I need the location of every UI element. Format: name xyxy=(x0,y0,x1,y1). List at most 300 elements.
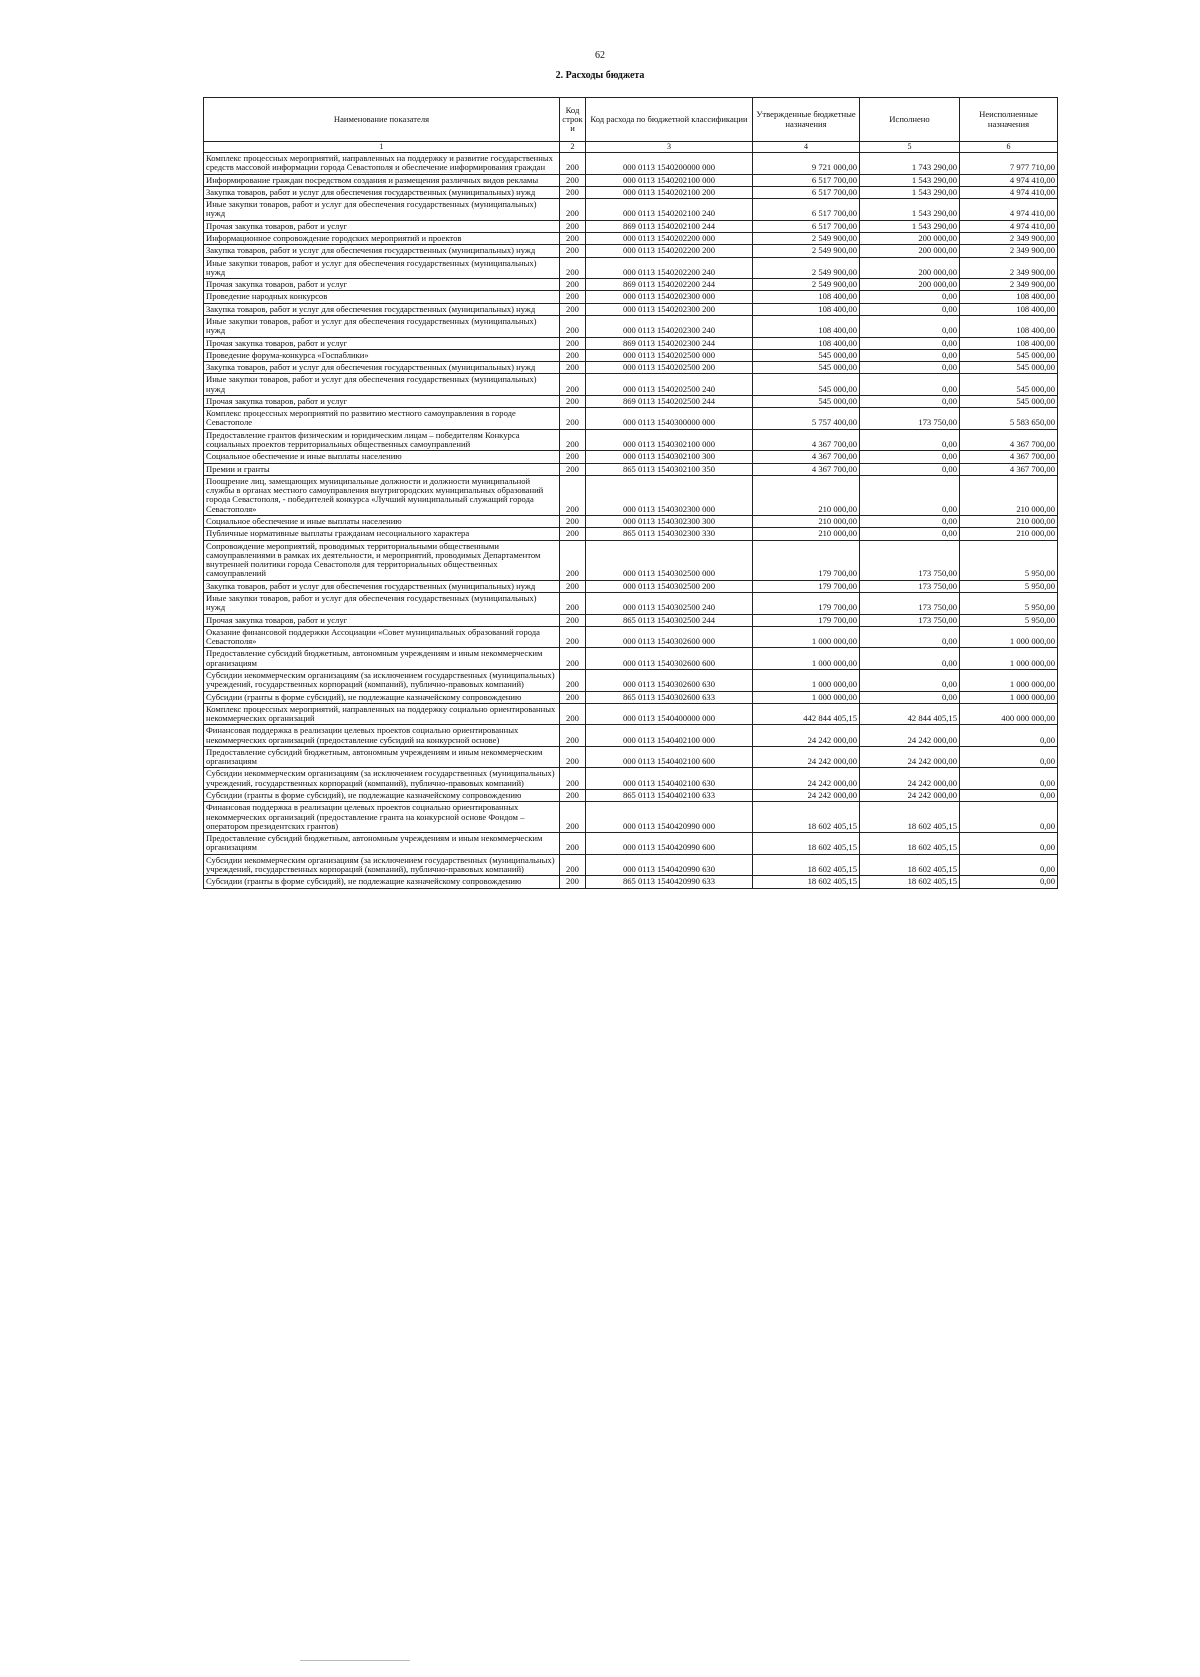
row-unexecuted: 2 349 900,00 xyxy=(960,232,1058,244)
row-code: 200 xyxy=(560,592,586,614)
row-unexecuted: 210 000,00 xyxy=(960,475,1058,515)
row-classification: 000 0113 1540400000 000 xyxy=(586,703,753,725)
table-row xyxy=(204,349,1058,361)
header-code: Код строк и xyxy=(560,98,586,142)
row-executed: 1 543 290,00 xyxy=(860,186,960,198)
row-executed: 1 543 290,00 xyxy=(860,174,960,186)
row-executed: 24 242 000,00 xyxy=(860,768,960,790)
row-executed: 18 602 405,15 xyxy=(860,833,960,855)
row-code: 200 xyxy=(560,245,586,257)
row-approved: 210 000,00 xyxy=(753,516,860,528)
table-row xyxy=(204,703,1058,725)
row-unexecuted: 0,00 xyxy=(960,854,1058,876)
row-approved: 1 000 000,00 xyxy=(753,626,860,648)
row-code: 200 xyxy=(560,876,586,888)
row-code: 200 xyxy=(560,703,586,725)
row-classification: 000 0113 1540420990 000 xyxy=(586,802,753,833)
row-name: Субсидии некоммерческим организациям (за исключением государственных (муниципальных) учреждений, государственных корпораций (компаний), публично-правовых компаний) xyxy=(204,854,560,876)
row-unexecuted: 545 000,00 xyxy=(960,362,1058,374)
row-name: Прочая закупка товаров, работ и услуг xyxy=(204,395,560,407)
row-unexecuted: 108 400,00 xyxy=(960,291,1058,303)
table-body xyxy=(204,153,1058,889)
row-code: 200 xyxy=(560,429,586,451)
row-classification: 865 0113 1540420990 633 xyxy=(586,876,753,888)
row-code: 200 xyxy=(560,186,586,198)
row-code: 200 xyxy=(560,669,586,691)
row-code: 200 xyxy=(560,833,586,855)
row-executed: 0,00 xyxy=(860,395,960,407)
row-executed: 0,00 xyxy=(860,475,960,515)
row-name: Прочая закупка товаров, работ и услуг xyxy=(204,614,560,626)
row-executed: 0,00 xyxy=(860,374,960,396)
row-name: Социальное обеспечение и иные выплаты населению xyxy=(204,516,560,528)
row-unexecuted: 400 000 000,00 xyxy=(960,703,1058,725)
row-unexecuted: 108 400,00 xyxy=(960,315,1058,337)
row-approved: 18 602 405,15 xyxy=(753,854,860,876)
row-unexecuted: 4 974 410,00 xyxy=(960,199,1058,221)
row-executed: 0,00 xyxy=(860,451,960,463)
row-approved: 5 757 400,00 xyxy=(753,408,860,430)
row-unexecuted: 4 974 410,00 xyxy=(960,220,1058,232)
header-row xyxy=(204,98,1058,142)
table-row xyxy=(204,802,1058,833)
row-name: Комплекс процессных мероприятий, направленных на поддержку социально ориентированных некоммерческих организаций xyxy=(204,703,560,725)
row-executed: 1 743 290,00 xyxy=(860,153,960,175)
row-classification: 000 0113 1540202300 000 xyxy=(586,291,753,303)
row-executed: 24 242 000,00 xyxy=(860,746,960,768)
table-row xyxy=(204,516,1058,528)
row-unexecuted: 545 000,00 xyxy=(960,395,1058,407)
table-row xyxy=(204,626,1058,648)
row-code: 200 xyxy=(560,220,586,232)
row-name: Иные закупки товаров, работ и услуг для обеспечения государственных (муниципальных) нужд xyxy=(204,199,560,221)
row-unexecuted: 2 349 900,00 xyxy=(960,257,1058,279)
table-row xyxy=(204,614,1058,626)
row-executed: 0,00 xyxy=(860,303,960,315)
row-name: Закупка товаров, работ и услуг для обеспечения государственных (муниципальных) нужд xyxy=(204,245,560,257)
row-code: 200 xyxy=(560,528,586,540)
row-approved: 545 000,00 xyxy=(753,395,860,407)
row-code: 200 xyxy=(560,516,586,528)
table-row xyxy=(204,315,1058,337)
table-row xyxy=(204,746,1058,768)
row-executed: 0,00 xyxy=(860,463,960,475)
row-name: Прочая закупка товаров, работ и услуг xyxy=(204,337,560,349)
row-code: 200 xyxy=(560,232,586,244)
row-approved: 442 844 405,15 xyxy=(753,703,860,725)
row-name: Субсидии (гранты в форме субсидий), не подлежащие казначейскому сопровождению xyxy=(204,691,560,703)
row-approved: 545 000,00 xyxy=(753,349,860,361)
row-code: 200 xyxy=(560,768,586,790)
row-executed: 0,00 xyxy=(860,648,960,670)
row-approved: 24 242 000,00 xyxy=(753,725,860,747)
row-executed: 42 844 405,15 xyxy=(860,703,960,725)
row-approved: 6 517 700,00 xyxy=(753,186,860,198)
row-name: Предоставление грантов физическим и юридическим лицам – победителям Конкурса социальных проектов территориальных общественных самоуправлений xyxy=(204,429,560,451)
row-unexecuted: 5 950,00 xyxy=(960,614,1058,626)
table-row xyxy=(204,854,1058,876)
page-number: 62 xyxy=(595,50,605,61)
row-unexecuted: 0,00 xyxy=(960,802,1058,833)
row-executed: 0,00 xyxy=(860,337,960,349)
row-name: Прочая закупка товаров, работ и услуг xyxy=(204,220,560,232)
row-classification: 000 0113 1540202300 200 xyxy=(586,303,753,315)
budget-expenses-table xyxy=(203,97,1058,889)
row-unexecuted: 5 950,00 xyxy=(960,580,1058,592)
row-classification: 000 0113 1540302500 000 xyxy=(586,540,753,580)
table-row xyxy=(204,362,1058,374)
table-row xyxy=(204,475,1058,515)
row-name: Закупка товаров, работ и услуг для обеспечения государственных (муниципальных) нужд xyxy=(204,303,560,315)
column-number: 1 xyxy=(204,142,560,153)
row-name: Иные закупки товаров, работ и услуг для обеспечения государственных (муниципальных) нужд xyxy=(204,315,560,337)
table-row xyxy=(204,153,1058,175)
row-unexecuted: 5 950,00 xyxy=(960,540,1058,580)
row-approved: 2 549 900,00 xyxy=(753,232,860,244)
header-classification: Код расхода по бюджетной классификации xyxy=(586,98,753,142)
row-classification: 000 0113 1540302300 000 xyxy=(586,475,753,515)
row-code: 200 xyxy=(560,463,586,475)
row-code: 200 xyxy=(560,802,586,833)
row-name: Иные закупки товаров, работ и услуг для обеспечения государственных (муниципальных) нужд xyxy=(204,257,560,279)
row-code: 200 xyxy=(560,337,586,349)
row-code: 200 xyxy=(560,291,586,303)
row-approved: 179 700,00 xyxy=(753,580,860,592)
row-unexecuted: 4 367 700,00 xyxy=(960,463,1058,475)
scan-mark xyxy=(300,1660,410,1661)
table-row xyxy=(204,279,1058,291)
row-classification: 000 0113 1540202500 200 xyxy=(586,362,753,374)
table-row xyxy=(204,725,1058,747)
row-code: 200 xyxy=(560,315,586,337)
row-code: 200 xyxy=(560,725,586,747)
table-row xyxy=(204,174,1058,186)
row-approved: 210 000,00 xyxy=(753,528,860,540)
row-code: 200 xyxy=(560,648,586,670)
row-name: Субсидии некоммерческим организациям (за исключением государственных (муниципальных) учреждений, государственных корпораций (компаний), публично-правовых компаний) xyxy=(204,669,560,691)
row-name: Поощрение лиц, замещающих муниципальные должности и должности муниципальной службы в органах местного самоуправления внутригородских муниципальных образований города Севастополя, - победителей конкурса «Лучший муниципальный служащий города Севастополя» xyxy=(204,475,560,515)
row-code: 200 xyxy=(560,691,586,703)
row-code: 200 xyxy=(560,614,586,626)
table-row xyxy=(204,790,1058,802)
row-classification: 865 0113 1540302500 244 xyxy=(586,614,753,626)
row-code: 200 xyxy=(560,153,586,175)
table-row xyxy=(204,429,1058,451)
row-code: 200 xyxy=(560,199,586,221)
row-approved: 24 242 000,00 xyxy=(753,768,860,790)
row-name: Премии и гранты xyxy=(204,463,560,475)
row-code: 200 xyxy=(560,374,586,396)
row-classification: 000 0113 1540302600 600 xyxy=(586,648,753,670)
row-executed: 200 000,00 xyxy=(860,279,960,291)
row-unexecuted: 7 977 710,00 xyxy=(960,153,1058,175)
row-classification: 000 0113 1540202500 000 xyxy=(586,349,753,361)
row-executed: 0,00 xyxy=(860,349,960,361)
row-unexecuted: 108 400,00 xyxy=(960,337,1058,349)
row-approved: 9 721 000,00 xyxy=(753,153,860,175)
row-executed: 0,00 xyxy=(860,315,960,337)
row-name: Закупка товаров, работ и услуг для обеспечения государственных (муниципальных) нужд xyxy=(204,580,560,592)
row-executed: 24 242 000,00 xyxy=(860,790,960,802)
column-number: 6 xyxy=(960,142,1058,153)
table-row xyxy=(204,691,1058,703)
row-name: Субсидии (гранты в форме субсидий), не подлежащие казначейскому сопровождению xyxy=(204,790,560,802)
row-code: 200 xyxy=(560,854,586,876)
table-row xyxy=(204,395,1058,407)
row-executed: 200 000,00 xyxy=(860,245,960,257)
table-row xyxy=(204,648,1058,670)
row-classification: 000 0113 1540300000 000 xyxy=(586,408,753,430)
row-approved: 1 000 000,00 xyxy=(753,669,860,691)
row-name: Финансовая поддержка в реализации целевых проектов социально ориентированных некоммерческих организаций (предоставление гранта на конкурсной основе Фондом – оператором президентских грантов) xyxy=(204,802,560,833)
row-unexecuted: 5 950,00 xyxy=(960,592,1058,614)
row-unexecuted: 2 349 900,00 xyxy=(960,245,1058,257)
row-code: 200 xyxy=(560,257,586,279)
row-unexecuted: 1 000 000,00 xyxy=(960,626,1058,648)
row-classification: 865 0113 1540302600 633 xyxy=(586,691,753,703)
row-approved: 108 400,00 xyxy=(753,315,860,337)
row-classification: 865 0113 1540402100 633 xyxy=(586,790,753,802)
row-unexecuted: 4 367 700,00 xyxy=(960,429,1058,451)
row-code: 200 xyxy=(560,475,586,515)
row-approved: 179 700,00 xyxy=(753,540,860,580)
section-heading: 2. Расходы бюджета xyxy=(555,70,645,81)
table-row xyxy=(204,768,1058,790)
row-name: Сопровождение мероприятий, проводимых территориальными общественными самоуправлениями в рамках их деятельности, и мероприятий, проводимых Департаментом внутренней политики города Севастополя для территориальных общественных самоуправлений xyxy=(204,540,560,580)
row-executed: 173 750,00 xyxy=(860,580,960,592)
row-unexecuted: 2 349 900,00 xyxy=(960,279,1058,291)
row-executed: 173 750,00 xyxy=(860,614,960,626)
row-approved: 18 602 405,15 xyxy=(753,802,860,833)
row-classification: 000 0113 1540302100 300 xyxy=(586,451,753,463)
row-unexecuted: 210 000,00 xyxy=(960,528,1058,540)
row-approved: 108 400,00 xyxy=(753,291,860,303)
table-row xyxy=(204,592,1058,614)
row-unexecuted: 5 583 650,00 xyxy=(960,408,1058,430)
row-name: Предоставление субсидий бюджетным, автономным учреждениям и иным некоммерческим организациям xyxy=(204,746,560,768)
row-classification: 000 0113 1540202100 240 xyxy=(586,199,753,221)
row-unexecuted: 4 367 700,00 xyxy=(960,451,1058,463)
column-number: 3 xyxy=(586,142,753,153)
row-code: 200 xyxy=(560,451,586,463)
row-classification: 000 0113 1540202200 000 xyxy=(586,232,753,244)
row-approved: 1 000 000,00 xyxy=(753,648,860,670)
row-code: 200 xyxy=(560,395,586,407)
row-classification: 869 0113 1540202300 244 xyxy=(586,337,753,349)
row-unexecuted: 0,00 xyxy=(960,833,1058,855)
row-classification: 865 0113 1540302300 330 xyxy=(586,528,753,540)
row-executed: 0,00 xyxy=(860,691,960,703)
table-row xyxy=(204,374,1058,396)
table-row xyxy=(204,220,1058,232)
row-unexecuted: 1 000 000,00 xyxy=(960,669,1058,691)
row-classification: 869 0113 1540202500 244 xyxy=(586,395,753,407)
row-classification: 000 0113 1540202100 200 xyxy=(586,186,753,198)
row-approved: 4 367 700,00 xyxy=(753,429,860,451)
row-name: Прочая закупка товаров, работ и услуг xyxy=(204,279,560,291)
table-row xyxy=(204,337,1058,349)
row-unexecuted: 4 974 410,00 xyxy=(960,174,1058,186)
table-row xyxy=(204,186,1058,198)
row-executed: 173 750,00 xyxy=(860,592,960,614)
row-executed: 0,00 xyxy=(860,528,960,540)
row-code: 200 xyxy=(560,580,586,592)
table-row xyxy=(204,540,1058,580)
row-executed: 1 543 290,00 xyxy=(860,199,960,221)
row-name: Проведение народных конкурсов xyxy=(204,291,560,303)
row-unexecuted: 0,00 xyxy=(960,790,1058,802)
row-approved: 6 517 700,00 xyxy=(753,220,860,232)
row-approved: 2 549 900,00 xyxy=(753,279,860,291)
row-approved: 108 400,00 xyxy=(753,337,860,349)
row-unexecuted: 545 000,00 xyxy=(960,349,1058,361)
row-name: Субсидии некоммерческим организациям (за исключением государственных (муниципальных) учреждений, государственных корпораций (компаний), публично-правовых компаний) xyxy=(204,768,560,790)
table-row xyxy=(204,291,1058,303)
row-approved: 6 517 700,00 xyxy=(753,199,860,221)
row-approved: 2 549 900,00 xyxy=(753,257,860,279)
table-row xyxy=(204,876,1058,888)
row-approved: 1 000 000,00 xyxy=(753,691,860,703)
row-code: 200 xyxy=(560,349,586,361)
table-row xyxy=(204,669,1058,691)
row-name: Оказание финансовой поддержки Ассоциации «Совет муниципальных образований города Севастополя» xyxy=(204,626,560,648)
row-approved: 545 000,00 xyxy=(753,362,860,374)
row-code: 200 xyxy=(560,303,586,315)
table-row xyxy=(204,580,1058,592)
row-classification: 000 0113 1540302100 000 xyxy=(586,429,753,451)
row-executed: 200 000,00 xyxy=(860,232,960,244)
row-name: Финансовая поддержка в реализации целевых проектов социально ориентированных некоммерческих организаций (предоставление субсидий на конкурсной основе) xyxy=(204,725,560,747)
row-name: Информационное сопровождение городских мероприятий и проектов xyxy=(204,232,560,244)
table-row xyxy=(204,232,1058,244)
row-executed: 18 602 405,15 xyxy=(860,876,960,888)
column-number: 4 xyxy=(753,142,860,153)
row-approved: 108 400,00 xyxy=(753,303,860,315)
row-unexecuted: 1 000 000,00 xyxy=(960,648,1058,670)
row-classification: 865 0113 1540302100 350 xyxy=(586,463,753,475)
row-code: 200 xyxy=(560,626,586,648)
row-name: Закупка товаров, работ и услуг для обеспечения государственных (муниципальных) нужд xyxy=(204,362,560,374)
row-name: Иные закупки товаров, работ и услуг для обеспечения государственных (муниципальных) нужд xyxy=(204,592,560,614)
row-name: Публичные нормативные выплаты гражданам несоциального характера xyxy=(204,528,560,540)
row-executed: 173 750,00 xyxy=(860,540,960,580)
row-approved: 210 000,00 xyxy=(753,475,860,515)
row-approved: 179 700,00 xyxy=(753,592,860,614)
row-classification: 000 0113 1540302600 000 xyxy=(586,626,753,648)
column-number-row xyxy=(204,142,1058,153)
row-classification: 000 0113 1540402100 600 xyxy=(586,746,753,768)
row-classification: 000 0113 1540402100 630 xyxy=(586,768,753,790)
row-classification: 000 0113 1540420990 630 xyxy=(586,854,753,876)
row-code: 200 xyxy=(560,746,586,768)
row-approved: 24 242 000,00 xyxy=(753,746,860,768)
row-executed: 200 000,00 xyxy=(860,257,960,279)
row-unexecuted: 1 000 000,00 xyxy=(960,691,1058,703)
row-code: 200 xyxy=(560,174,586,186)
row-classification: 869 0113 1540202200 244 xyxy=(586,279,753,291)
header-executed: Исполнено xyxy=(860,98,960,142)
row-classification: 000 0113 1540202300 240 xyxy=(586,315,753,337)
row-classification: 000 0113 1540202200 200 xyxy=(586,245,753,257)
row-classification: 000 0113 1540302300 300 xyxy=(586,516,753,528)
row-code: 200 xyxy=(560,362,586,374)
column-number: 5 xyxy=(860,142,960,153)
row-unexecuted: 545 000,00 xyxy=(960,374,1058,396)
row-unexecuted: 108 400,00 xyxy=(960,303,1058,315)
table-row xyxy=(204,257,1058,279)
row-classification: 000 0113 1540202200 240 xyxy=(586,257,753,279)
row-executed: 0,00 xyxy=(860,669,960,691)
table-row xyxy=(204,408,1058,430)
row-executed: 0,00 xyxy=(860,516,960,528)
row-code: 200 xyxy=(560,540,586,580)
row-classification: 000 0113 1540402100 000 xyxy=(586,725,753,747)
row-executed: 0,00 xyxy=(860,362,960,374)
row-executed: 0,00 xyxy=(860,291,960,303)
row-approved: 545 000,00 xyxy=(753,374,860,396)
row-classification: 000 0113 1540420990 600 xyxy=(586,833,753,855)
row-unexecuted: 0,00 xyxy=(960,746,1058,768)
row-name: Проведение форума-конкурса «Госпаблики» xyxy=(204,349,560,361)
row-approved: 4 367 700,00 xyxy=(753,463,860,475)
table-row xyxy=(204,451,1058,463)
row-executed: 24 242 000,00 xyxy=(860,725,960,747)
row-classification: 000 0113 1540302500 240 xyxy=(586,592,753,614)
row-executed: 18 602 405,15 xyxy=(860,802,960,833)
row-executed: 1 543 290,00 xyxy=(860,220,960,232)
table-row xyxy=(204,199,1058,221)
table-row xyxy=(204,303,1058,315)
table-row xyxy=(204,528,1058,540)
row-unexecuted: 0,00 xyxy=(960,768,1058,790)
header-name: Наименование показателя xyxy=(204,98,560,142)
row-name: Комплекс процессных мероприятий, направленных на поддержку и развитие государственных средств массовой информации города Севастополя и обеспечение информирования граждан xyxy=(204,153,560,175)
row-name: Комплекс процессных мероприятий по развитию местного самоуправления в городе Севастополе xyxy=(204,408,560,430)
row-name: Социальное обеспечение и иные выплаты населению xyxy=(204,451,560,463)
row-name: Предоставление субсидий бюджетным, автономным учреждениям и иным некоммерческим организациям xyxy=(204,648,560,670)
row-name: Информирование граждан посредством создания и размещения различных видов рекламы xyxy=(204,174,560,186)
row-code: 200 xyxy=(560,408,586,430)
table-row xyxy=(204,245,1058,257)
row-name: Субсидии (гранты в форме субсидий), не подлежащие казначейскому сопровождению xyxy=(204,876,560,888)
row-approved: 2 549 900,00 xyxy=(753,245,860,257)
row-classification: 000 0113 1540202100 000 xyxy=(586,174,753,186)
row-executed: 0,00 xyxy=(860,429,960,451)
row-executed: 0,00 xyxy=(860,626,960,648)
table-row xyxy=(204,833,1058,855)
row-approved: 24 242 000,00 xyxy=(753,790,860,802)
header-unexecuted: Неисполненные назначения xyxy=(960,98,1058,142)
row-approved: 4 367 700,00 xyxy=(753,451,860,463)
row-classification: 000 0113 1540302500 200 xyxy=(586,580,753,592)
row-classification: 000 0113 1540202500 240 xyxy=(586,374,753,396)
row-approved: 179 700,00 xyxy=(753,614,860,626)
row-approved: 18 602 405,15 xyxy=(753,833,860,855)
column-number: 2 xyxy=(560,142,586,153)
row-name: Предоставление субсидий бюджетным, автономным учреждениям и иным некоммерческим организациям xyxy=(204,833,560,855)
row-unexecuted: 0,00 xyxy=(960,725,1058,747)
header-approved: Утвержденные бюджетные назначения xyxy=(753,98,860,142)
row-executed: 173 750,00 xyxy=(860,408,960,430)
row-unexecuted: 0,00 xyxy=(960,876,1058,888)
row-classification: 869 0113 1540202100 244 xyxy=(586,220,753,232)
row-classification: 000 0113 1540302600 630 xyxy=(586,669,753,691)
row-executed: 18 602 405,15 xyxy=(860,854,960,876)
row-name: Иные закупки товаров, работ и услуг для обеспечения государственных (муниципальных) нужд xyxy=(204,374,560,396)
row-unexecuted: 210 000,00 xyxy=(960,516,1058,528)
table-row xyxy=(204,463,1058,475)
row-classification: 000 0113 1540200000 000 xyxy=(586,153,753,175)
